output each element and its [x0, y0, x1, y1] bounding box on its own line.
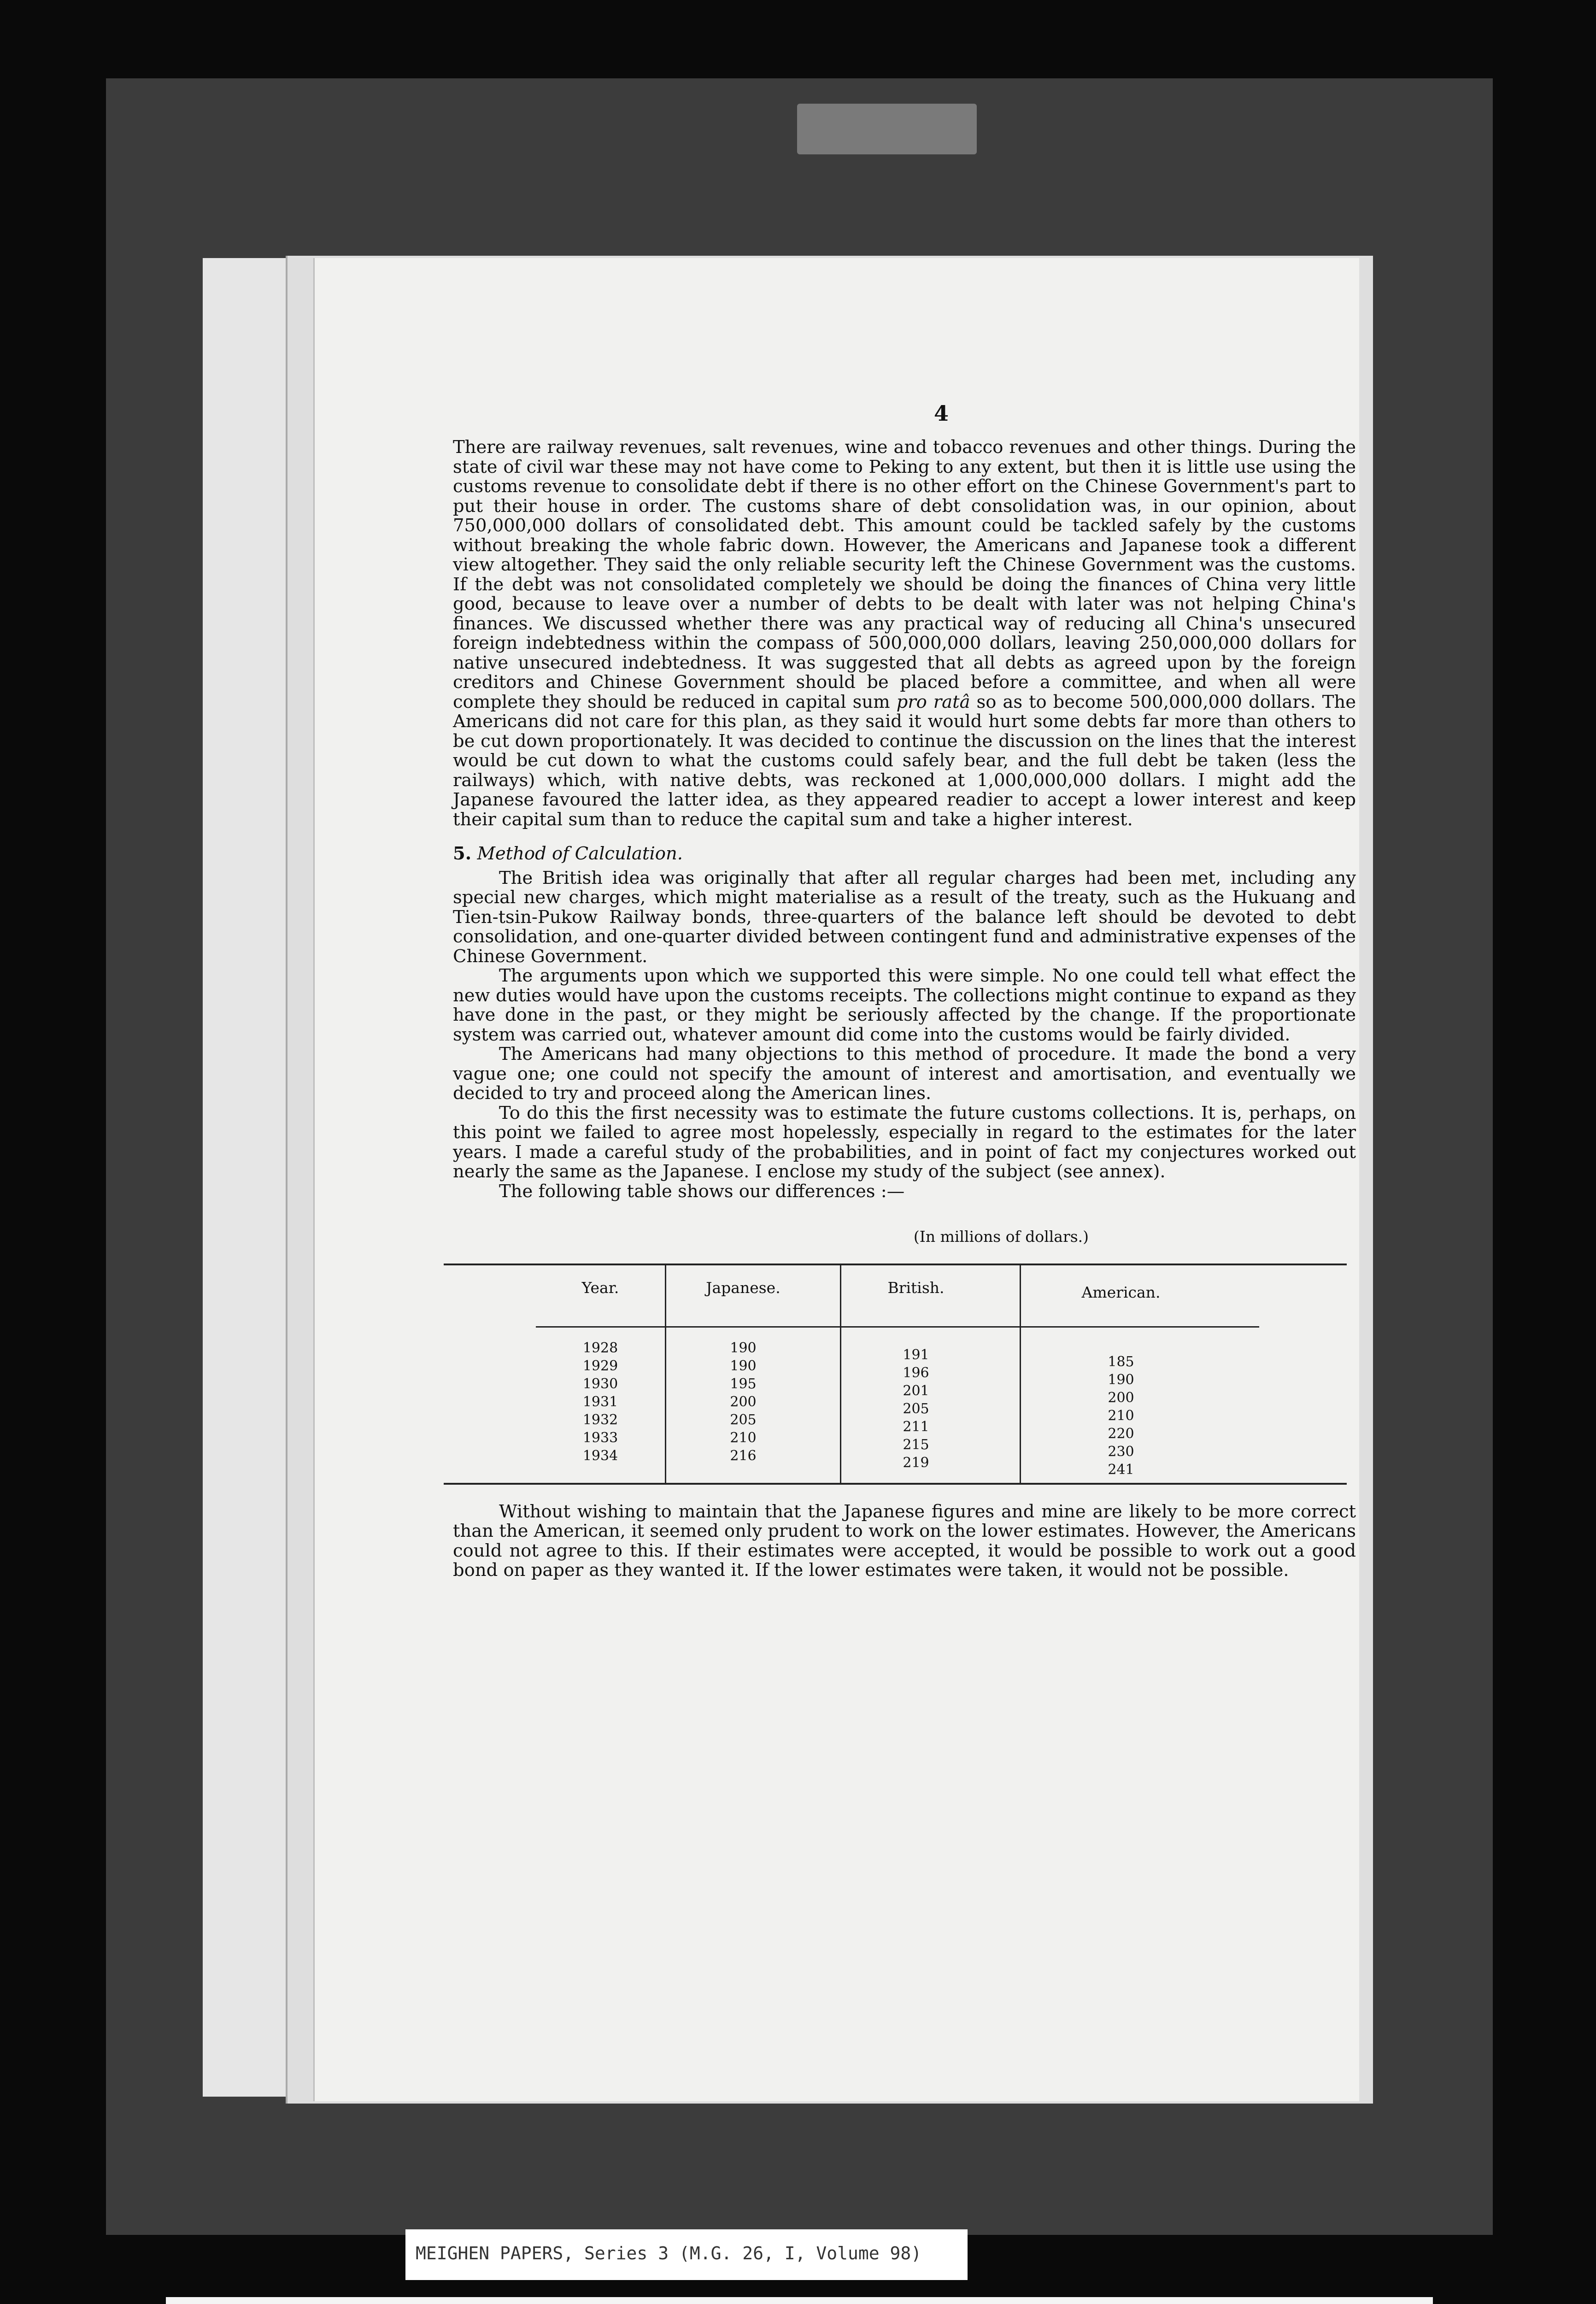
- paragraph-arguments: The arguments upon which we supported this were simple. No one could tell what effect the new duties would have upon the customs receipts. The collections might continue to expand as they have done in the past, or they might be seriously affected by the change. If the proportionate system was carried out, whatever amount did come into the customs would be fairly divided.: [453, 965, 1356, 1045]
- paragraph-estimate: To do this the first necessity was to estimate the future customs collections. It is, perhaps, on this point we failed to agree most hopelessly, especially in regard to the estimates for the later years. I made a careful study of the probabilities, and in point of fact my conjectures worked out nearly the same as the Japanese. I enclose my study of the subject (see annex).: [453, 1102, 1356, 1182]
- table-cell: 220: [1108, 1425, 1134, 1442]
- section-number: 5.: [453, 843, 472, 864]
- table-cell: 185: [1108, 1353, 1134, 1370]
- table-cell: 210: [1108, 1407, 1134, 1424]
- table-cell: 195: [730, 1375, 757, 1392]
- table-cell: 205: [730, 1411, 757, 1428]
- header-japanese: Japanese.: [706, 1278, 780, 1297]
- table-caption: (In millions of dollars.): [913, 1228, 1089, 1246]
- paragraph-american-objections: The Americans had many objections to this method of procedure. It made the bond a very vague one; one could not specify the amount of interest and amortisation, and eventually we decided to try and proceed along the American lines.: [453, 1044, 1356, 1104]
- table-cell: 1932: [582, 1411, 618, 1428]
- column-rule: [840, 1265, 841, 1483]
- column-american: [1029, 1353, 1213, 1479]
- header-british: British.: [887, 1278, 945, 1297]
- table-cell: 1928: [582, 1340, 618, 1356]
- document-body: [453, 438, 1356, 1581]
- table-cell: 219: [903, 1454, 929, 1471]
- paragraph-railway-revenues: There are railway revenues, salt revenues, wine and tobacco revenues and other things. During the state of civil war these may not have come to Peking to any extent, but then it is little use using the customs revenue to consolidate debt if there is no other effort on the Chinese Government's part to put their house in order. The customs share of debt consolidation was, in our opinion, about 750,000,000 dollars of consolidated debt. This amount could be tackled safely by the customs without breaking the whole fabric down. However, the Americans and Japanese took a different view altogether. They said the only reliable security left the Chinese Government was the customs. If the debt was not consolidated completely we should be doing the finances of China very little good, because to leave over a number of debts to be dealt with later was not helping China's finances. We discussed whether there was any practical way of reducing all China's unsecured foreign indebtedness within the compass of 500,000,000 dollars, leaving 250,000,000 dollars for native unsecured indebtedness. It was suggested that all debts as agreed upon by the foreign creditors and Chinese Government should be placed before a committee, and when all were complete they should be reduced in capital sum pro ratâ so as to become 500,000,000 dollars. The Americans did not care for this plan, as they said it would hurt some debts far more than others to be cut down proportionately. It was decided to continue the discussion on the lines that the interest would be cut down to what the customs could safely bear, and the full debt be taken (less the railways) which, with native debts, was reckoned at 1,000,000,000 dollars. I might add the Japanese favoured the latter idea, as they appeared readier to accept a lower interest and keep their capital sum than to reduce the capital sum and take a higher interest.: [453, 437, 1356, 830]
- table-cell: 1931: [582, 1393, 618, 1410]
- column-rule: [1020, 1265, 1021, 1483]
- table-cell: 241: [1108, 1461, 1134, 1478]
- paragraph-british-idea: The British idea was originally that after all regular charges had been met, including any special new charges, which might materialise as a result of the treaty, such as the Hukuang and Tien-tsin-Pukow Railway bonds, three-quarters of the balance left should be devoted to debt consolidation, and one-quarter divided between contingent fund and administrative expenses of the Chinese Government.: [453, 867, 1356, 967]
- table-cell: 201: [903, 1382, 929, 1399]
- column-year: [554, 1339, 646, 1465]
- italic-term: pro ratâ: [896, 691, 970, 712]
- table-cell: 1930: [582, 1375, 618, 1392]
- archive-stamp: [166, 2297, 1433, 2304]
- table-cell: 190: [730, 1340, 757, 1356]
- header-american: American.: [1081, 1283, 1161, 1301]
- table-cell: 205: [903, 1400, 929, 1417]
- section-heading: [453, 844, 1356, 864]
- column-japanese: [674, 1339, 812, 1465]
- document-page: [313, 258, 1359, 2101]
- table-cell: 215: [903, 1436, 929, 1453]
- column-british: [849, 1346, 983, 1472]
- binder-clip: [797, 104, 977, 154]
- table-cell: 1934: [582, 1447, 618, 1464]
- table-cell: 200: [1108, 1389, 1134, 1406]
- table-cell: 1933: [582, 1429, 618, 1446]
- estimates-table: [444, 1264, 1347, 1485]
- table-cell: 216: [730, 1447, 757, 1464]
- table-cell: 200: [730, 1393, 757, 1410]
- section-title: Method of Calculation.: [477, 843, 683, 864]
- collection-label: MEIGHEN PAPERS, Series 3 (M.G. 26, I, Volume 98): [405, 2229, 968, 2280]
- page-number: 4: [933, 401, 949, 426]
- paragraph-table-intro: The following table shows our differences :—: [499, 1181, 905, 1202]
- header-year: Year.: [581, 1278, 619, 1297]
- table-cell: 230: [1108, 1443, 1134, 1460]
- table-cell: 1929: [582, 1358, 618, 1374]
- table-cell: 210: [730, 1429, 757, 1446]
- paragraph-conclusion: Without wishing to maintain that the Japanese figures and mine are likely to be more correct than the American, it seemed only prudent to work on the lower estimates. However, the Americans could not agree to this. If their estimates were accepted, it would be possible to work out a good bond on paper as they wanted it. If the lower estimates were taken, it would not be possible.: [453, 1501, 1356, 1581]
- header-rule: [536, 1326, 1259, 1328]
- table-cell: 191: [903, 1346, 929, 1363]
- column-rule: [665, 1265, 666, 1483]
- table-cell: 196: [903, 1364, 929, 1381]
- table-cell: 190: [1108, 1371, 1134, 1388]
- table-cell: 211: [903, 1418, 929, 1435]
- table-cell: 190: [730, 1358, 757, 1374]
